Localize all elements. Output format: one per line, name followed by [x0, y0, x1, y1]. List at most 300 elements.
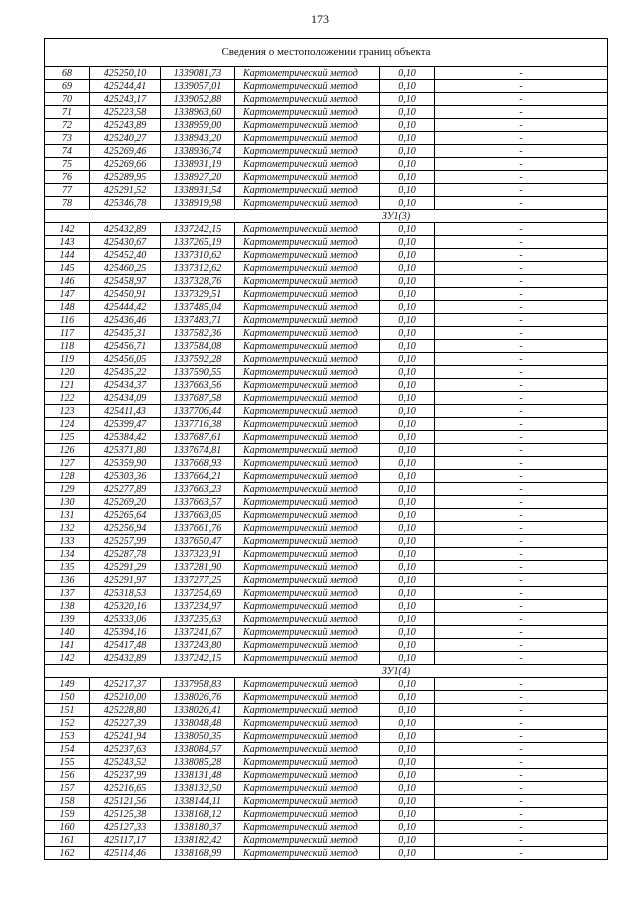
- coord-y-cell: 1339052,88: [161, 93, 235, 106]
- description-cell: -: [435, 262, 608, 275]
- point-number-cell: 136: [45, 574, 90, 587]
- table-row: [45, 769, 608, 782]
- description-cell: -: [435, 93, 608, 106]
- coord-x-cell: 425432,89: [90, 652, 161, 665]
- point-number-cell: 160: [45, 821, 90, 834]
- coord-y-cell: 1338959,00: [161, 119, 235, 132]
- point-number-cell: 142: [45, 223, 90, 236]
- table-row: [45, 340, 608, 353]
- coord-y-cell: 1339081,73: [161, 67, 235, 80]
- method-cell: Картометрический метод: [235, 327, 380, 340]
- accuracy-cell: 0,10: [380, 678, 435, 691]
- method-cell: Картометрический метод: [235, 262, 380, 275]
- point-number-cell: 131: [45, 509, 90, 522]
- method-cell: Картометрический метод: [235, 782, 380, 795]
- accuracy-cell: 0,10: [380, 743, 435, 756]
- coord-y-cell: 1337234,97: [161, 600, 235, 613]
- point-number-cell: 70: [45, 93, 90, 106]
- coord-x-cell: 425237,99: [90, 769, 161, 782]
- method-cell: Картометрический метод: [235, 119, 380, 132]
- coord-y-cell: 1337663,23: [161, 483, 235, 496]
- point-number-cell: 148: [45, 301, 90, 314]
- coord-x-cell: 425458,97: [90, 275, 161, 288]
- coord-y-cell: 1337485,04: [161, 301, 235, 314]
- table-row: [45, 236, 608, 249]
- table-row: [45, 483, 608, 496]
- point-number-cell: 123: [45, 405, 90, 418]
- coord-y-cell: 1338927,20: [161, 171, 235, 184]
- table-row: [45, 93, 608, 106]
- accuracy-cell: 0,10: [380, 652, 435, 665]
- coord-y-cell: 1338168,99: [161, 847, 235, 860]
- accuracy-cell: 0,10: [380, 275, 435, 288]
- coord-y-cell: 1337661,76: [161, 522, 235, 535]
- coord-x-cell: 425243,52: [90, 756, 161, 769]
- point-number-cell: 145: [45, 262, 90, 275]
- point-number-cell: 137: [45, 587, 90, 600]
- point-number-cell: 146: [45, 275, 90, 288]
- point-number-cell: 133: [45, 535, 90, 548]
- description-cell: -: [435, 236, 608, 249]
- accuracy-cell: 0,10: [380, 327, 435, 340]
- coord-x-cell: 425287,78: [90, 548, 161, 561]
- point-number-cell: 153: [45, 730, 90, 743]
- table-row: [45, 821, 608, 834]
- coord-x-cell: 425243,17: [90, 93, 161, 106]
- method-cell: Картометрический метод: [235, 171, 380, 184]
- coord-x-cell: 425394,16: [90, 626, 161, 639]
- method-cell: Картометрический метод: [235, 509, 380, 522]
- point-number-cell: 127: [45, 457, 90, 470]
- point-number-cell: 147: [45, 288, 90, 301]
- accuracy-cell: 0,10: [380, 769, 435, 782]
- coord-y-cell: 1338943,20: [161, 132, 235, 145]
- description-cell: -: [435, 405, 608, 418]
- description-cell: -: [435, 340, 608, 353]
- accuracy-cell: 0,10: [380, 457, 435, 470]
- table-row: [45, 678, 608, 691]
- coord-x-cell: 425265,64: [90, 509, 161, 522]
- accuracy-cell: 0,10: [380, 691, 435, 704]
- coord-x-cell: 425269,66: [90, 158, 161, 171]
- coord-y-cell: 1337323,91: [161, 548, 235, 561]
- method-cell: Картометрический метод: [235, 795, 380, 808]
- point-number-cell: 116: [45, 314, 90, 327]
- accuracy-cell: 0,10: [380, 431, 435, 444]
- method-cell: Картометрический метод: [235, 405, 380, 418]
- accuracy-cell: 0,10: [380, 80, 435, 93]
- table-row: [45, 470, 608, 483]
- point-number-cell: 134: [45, 548, 90, 561]
- method-cell: Картометрический метод: [235, 847, 380, 860]
- coord-x-cell: 425121,56: [90, 795, 161, 808]
- coord-x-cell: 425217,37: [90, 678, 161, 691]
- point-number-cell: 75: [45, 158, 90, 171]
- coord-y-cell: 1337706,44: [161, 405, 235, 418]
- point-number-cell: 68: [45, 67, 90, 80]
- description-cell: -: [435, 743, 608, 756]
- table-row: [45, 418, 608, 431]
- method-cell: Картометрический метод: [235, 704, 380, 717]
- coord-x-cell: 425228,80: [90, 704, 161, 717]
- coord-y-cell: 1337310,62: [161, 249, 235, 262]
- method-cell: Картометрический метод: [235, 184, 380, 197]
- accuracy-cell: 0,10: [380, 535, 435, 548]
- coord-y-cell: 1338931,54: [161, 184, 235, 197]
- coord-x-cell: 425359,90: [90, 457, 161, 470]
- description-cell: -: [435, 704, 608, 717]
- coord-x-cell: 425291,52: [90, 184, 161, 197]
- point-number-cell: 77: [45, 184, 90, 197]
- point-number-cell: 74: [45, 145, 90, 158]
- method-cell: Картометрический метод: [235, 535, 380, 548]
- table-row: [45, 639, 608, 652]
- section-row: [45, 665, 608, 678]
- table-row: [45, 652, 608, 665]
- description-cell: -: [435, 353, 608, 366]
- coord-y-cell: 1338085,28: [161, 756, 235, 769]
- description-cell: -: [435, 275, 608, 288]
- coord-y-cell: 1338180,37: [161, 821, 235, 834]
- description-cell: -: [435, 457, 608, 470]
- coord-x-cell: 425444,42: [90, 301, 161, 314]
- description-cell: -: [435, 171, 608, 184]
- table-title: Сведения о местоположении границ объекта: [45, 39, 608, 67]
- coord-x-cell: 425257,99: [90, 535, 161, 548]
- point-number-cell: 138: [45, 600, 90, 613]
- description-cell: -: [435, 639, 608, 652]
- table-row: [45, 691, 608, 704]
- accuracy-cell: 0,10: [380, 600, 435, 613]
- point-number-cell: 118: [45, 340, 90, 353]
- description-cell: -: [435, 184, 608, 197]
- method-cell: Картометрический метод: [235, 197, 380, 210]
- coord-x-cell: 425450,91: [90, 288, 161, 301]
- coord-y-cell: 1338936,74: [161, 145, 235, 158]
- coord-y-cell: 1337242,15: [161, 223, 235, 236]
- coord-x-cell: 425435,22: [90, 366, 161, 379]
- accuracy-cell: 0,10: [380, 847, 435, 860]
- point-number-cell: 158: [45, 795, 90, 808]
- coord-y-cell: 1337716,38: [161, 418, 235, 431]
- table-row: [45, 522, 608, 535]
- description-cell: -: [435, 132, 608, 145]
- section-row: [45, 210, 608, 223]
- coord-x-cell: 425244,41: [90, 80, 161, 93]
- accuracy-cell: 0,10: [380, 639, 435, 652]
- coord-y-cell: 1338131,48: [161, 769, 235, 782]
- coord-x-cell: 425216,65: [90, 782, 161, 795]
- accuracy-cell: 0,10: [380, 223, 435, 236]
- method-cell: Картометрический метод: [235, 834, 380, 847]
- method-cell: Картометрический метод: [235, 522, 380, 535]
- accuracy-cell: 0,10: [380, 301, 435, 314]
- point-number-cell: 129: [45, 483, 90, 496]
- coord-y-cell: 1337582,36: [161, 327, 235, 340]
- table-row: [45, 613, 608, 626]
- description-cell: -: [435, 782, 608, 795]
- point-number-cell: 144: [45, 249, 90, 262]
- table-row: [45, 275, 608, 288]
- description-cell: -: [435, 548, 608, 561]
- coord-x-cell: 425289,95: [90, 171, 161, 184]
- description-cell: -: [435, 795, 608, 808]
- description-cell: -: [435, 301, 608, 314]
- table-row: [45, 704, 608, 717]
- point-number-cell: 132: [45, 522, 90, 535]
- point-number-cell: 121: [45, 379, 90, 392]
- accuracy-cell: 0,10: [380, 613, 435, 626]
- table-row: [45, 379, 608, 392]
- description-cell: -: [435, 444, 608, 457]
- table-row: [45, 314, 608, 327]
- accuracy-cell: 0,10: [380, 782, 435, 795]
- coord-x-cell: 425127,33: [90, 821, 161, 834]
- description-cell: -: [435, 535, 608, 548]
- method-cell: Картометрический метод: [235, 483, 380, 496]
- coord-x-cell: 425291,29: [90, 561, 161, 574]
- coord-x-cell: 425411,43: [90, 405, 161, 418]
- point-number-cell: 126: [45, 444, 90, 457]
- accuracy-cell: 0,10: [380, 353, 435, 366]
- point-number-cell: 157: [45, 782, 90, 795]
- coord-y-cell: 1337235,63: [161, 613, 235, 626]
- point-number-cell: 141: [45, 639, 90, 652]
- table-row: [45, 730, 608, 743]
- table-row: [45, 795, 608, 808]
- point-number-cell: 120: [45, 366, 90, 379]
- accuracy-cell: 0,10: [380, 236, 435, 249]
- table-row: [45, 249, 608, 262]
- coord-x-cell: 425291,97: [90, 574, 161, 587]
- coord-x-cell: 425250,10: [90, 67, 161, 80]
- description-cell: -: [435, 756, 608, 769]
- table-row: [45, 431, 608, 444]
- description-cell: -: [435, 288, 608, 301]
- table-row: [45, 171, 608, 184]
- method-cell: Картометрический метод: [235, 106, 380, 119]
- table-row: [45, 353, 608, 366]
- coord-y-cell: 1337592,28: [161, 353, 235, 366]
- table-row: [45, 574, 608, 587]
- boundary-coordinates-table: [44, 38, 608, 860]
- coord-y-cell: 1337265,19: [161, 236, 235, 249]
- point-number-cell: 117: [45, 327, 90, 340]
- description-cell: -: [435, 119, 608, 132]
- point-number-cell: 72: [45, 119, 90, 132]
- table-row: [45, 444, 608, 457]
- description-cell: -: [435, 652, 608, 665]
- description-cell: -: [435, 808, 608, 821]
- accuracy-cell: 0,10: [380, 561, 435, 574]
- coord-y-cell: 1337254,69: [161, 587, 235, 600]
- accuracy-cell: 0,10: [380, 93, 435, 106]
- method-cell: Картометрический метод: [235, 80, 380, 93]
- description-cell: -: [435, 613, 608, 626]
- coord-y-cell: 1337483,71: [161, 314, 235, 327]
- method-cell: Картометрический метод: [235, 431, 380, 444]
- accuracy-cell: 0,10: [380, 548, 435, 561]
- table-row: [45, 197, 608, 210]
- accuracy-cell: 0,10: [380, 704, 435, 717]
- method-cell: Картометрический метод: [235, 678, 380, 691]
- coord-x-cell: 425452,40: [90, 249, 161, 262]
- accuracy-cell: 0,10: [380, 587, 435, 600]
- point-number-cell: 128: [45, 470, 90, 483]
- point-number-cell: 119: [45, 353, 90, 366]
- description-cell: -: [435, 574, 608, 587]
- description-cell: -: [435, 223, 608, 236]
- coord-y-cell: 1338182,42: [161, 834, 235, 847]
- table-row: [45, 743, 608, 756]
- method-cell: Картометрический метод: [235, 444, 380, 457]
- method-cell: Картометрический метод: [235, 717, 380, 730]
- coord-x-cell: 425303,36: [90, 470, 161, 483]
- coord-y-cell: 1337674,81: [161, 444, 235, 457]
- accuracy-cell: 0,10: [380, 67, 435, 80]
- accuracy-cell: 0,10: [380, 197, 435, 210]
- point-number-cell: 71: [45, 106, 90, 119]
- coord-y-cell: 1337664,21: [161, 470, 235, 483]
- coord-x-cell: 425430,67: [90, 236, 161, 249]
- point-number-cell: 162: [45, 847, 90, 860]
- coord-y-cell: 1337663,57: [161, 496, 235, 509]
- coord-x-cell: 425256,94: [90, 522, 161, 535]
- method-cell: Картометрический метод: [235, 67, 380, 80]
- coord-y-cell: 1337663,05: [161, 509, 235, 522]
- method-cell: Картометрический метод: [235, 132, 380, 145]
- coord-x-cell: 425371,80: [90, 444, 161, 457]
- table-row: [45, 184, 608, 197]
- coord-x-cell: 425125,38: [90, 808, 161, 821]
- coord-y-cell: 1338026,41: [161, 704, 235, 717]
- table-row: [45, 106, 608, 119]
- point-number-cell: 73: [45, 132, 90, 145]
- coord-y-cell: 1338168,12: [161, 808, 235, 821]
- point-number-cell: 159: [45, 808, 90, 821]
- description-cell: -: [435, 106, 608, 119]
- point-number-cell: 69: [45, 80, 90, 93]
- description-cell: -: [435, 496, 608, 509]
- coord-x-cell: 425399,47: [90, 418, 161, 431]
- accuracy-cell: 0,10: [380, 522, 435, 535]
- coord-y-cell: 1338963,60: [161, 106, 235, 119]
- table-row: [45, 301, 608, 314]
- description-cell: -: [435, 834, 608, 847]
- coord-x-cell: 425456,05: [90, 353, 161, 366]
- table-row: [45, 119, 608, 132]
- coord-x-cell: 425346,78: [90, 197, 161, 210]
- accuracy-cell: 0,10: [380, 821, 435, 834]
- accuracy-cell: 0,10: [380, 756, 435, 769]
- coord-y-cell: 1338132,50: [161, 782, 235, 795]
- accuracy-cell: 0,10: [380, 626, 435, 639]
- accuracy-cell: 0,10: [380, 106, 435, 119]
- accuracy-cell: 0,10: [380, 340, 435, 353]
- accuracy-cell: 0,10: [380, 184, 435, 197]
- method-cell: Картометрический метод: [235, 548, 380, 561]
- point-number-cell: 143: [45, 236, 90, 249]
- accuracy-cell: 0,10: [380, 314, 435, 327]
- method-cell: Картометрический метод: [235, 756, 380, 769]
- table-row: [45, 600, 608, 613]
- accuracy-cell: 0,10: [380, 717, 435, 730]
- coord-x-cell: 425318,53: [90, 587, 161, 600]
- point-number-cell: 135: [45, 561, 90, 574]
- coord-y-cell: 1338026,76: [161, 691, 235, 704]
- description-cell: -: [435, 379, 608, 392]
- accuracy-cell: 0,10: [380, 145, 435, 158]
- description-cell: -: [435, 717, 608, 730]
- accuracy-cell: 0,10: [380, 249, 435, 262]
- point-number-cell: 125: [45, 431, 90, 444]
- point-number-cell: 140: [45, 626, 90, 639]
- method-cell: Картометрический метод: [235, 743, 380, 756]
- coord-y-cell: 1337312,62: [161, 262, 235, 275]
- method-cell: Картометрический метод: [235, 457, 380, 470]
- table-row: [45, 834, 608, 847]
- method-cell: Картометрический метод: [235, 652, 380, 665]
- coord-y-cell: 1337958,83: [161, 678, 235, 691]
- table-row: [45, 509, 608, 522]
- table-row: [45, 782, 608, 795]
- section-label: ЗУ1(3): [45, 210, 608, 223]
- method-cell: Картометрический метод: [235, 587, 380, 600]
- description-cell: -: [435, 418, 608, 431]
- table-row: [45, 223, 608, 236]
- coord-x-cell: 425434,37: [90, 379, 161, 392]
- description-cell: -: [435, 769, 608, 782]
- method-cell: Картометрический метод: [235, 379, 380, 392]
- method-cell: Картометрический метод: [235, 275, 380, 288]
- point-number-cell: 154: [45, 743, 90, 756]
- method-cell: Картометрический метод: [235, 613, 380, 626]
- table-row: [45, 457, 608, 470]
- method-cell: Картометрический метод: [235, 353, 380, 366]
- coord-y-cell: 1338048,48: [161, 717, 235, 730]
- description-cell: -: [435, 730, 608, 743]
- coord-x-cell: 425269,46: [90, 145, 161, 158]
- coord-y-cell: 1337663,56: [161, 379, 235, 392]
- coord-y-cell: 1337650,47: [161, 535, 235, 548]
- coord-y-cell: 1337687,61: [161, 431, 235, 444]
- method-cell: Картометрический метод: [235, 808, 380, 821]
- description-cell: -: [435, 561, 608, 574]
- point-number-cell: 142: [45, 652, 90, 665]
- method-cell: Картометрический метод: [235, 249, 380, 262]
- coord-x-cell: 425114,46: [90, 847, 161, 860]
- point-number-cell: 152: [45, 717, 90, 730]
- point-number-cell: 124: [45, 418, 90, 431]
- description-cell: -: [435, 80, 608, 93]
- table-row: [45, 327, 608, 340]
- coord-x-cell: 425320,16: [90, 600, 161, 613]
- accuracy-cell: 0,10: [380, 444, 435, 457]
- coord-y-cell: 1337687,58: [161, 392, 235, 405]
- description-cell: -: [435, 522, 608, 535]
- accuracy-cell: 0,10: [380, 405, 435, 418]
- page-number: 173: [311, 12, 329, 26]
- table-row: [45, 132, 608, 145]
- coord-y-cell: 1338084,57: [161, 743, 235, 756]
- point-number-cell: 122: [45, 392, 90, 405]
- table-row: [45, 80, 608, 93]
- description-cell: -: [435, 626, 608, 639]
- coord-y-cell: 1337584,08: [161, 340, 235, 353]
- accuracy-cell: 0,10: [380, 795, 435, 808]
- method-cell: Картометрический метод: [235, 496, 380, 509]
- coord-x-cell: 425237,63: [90, 743, 161, 756]
